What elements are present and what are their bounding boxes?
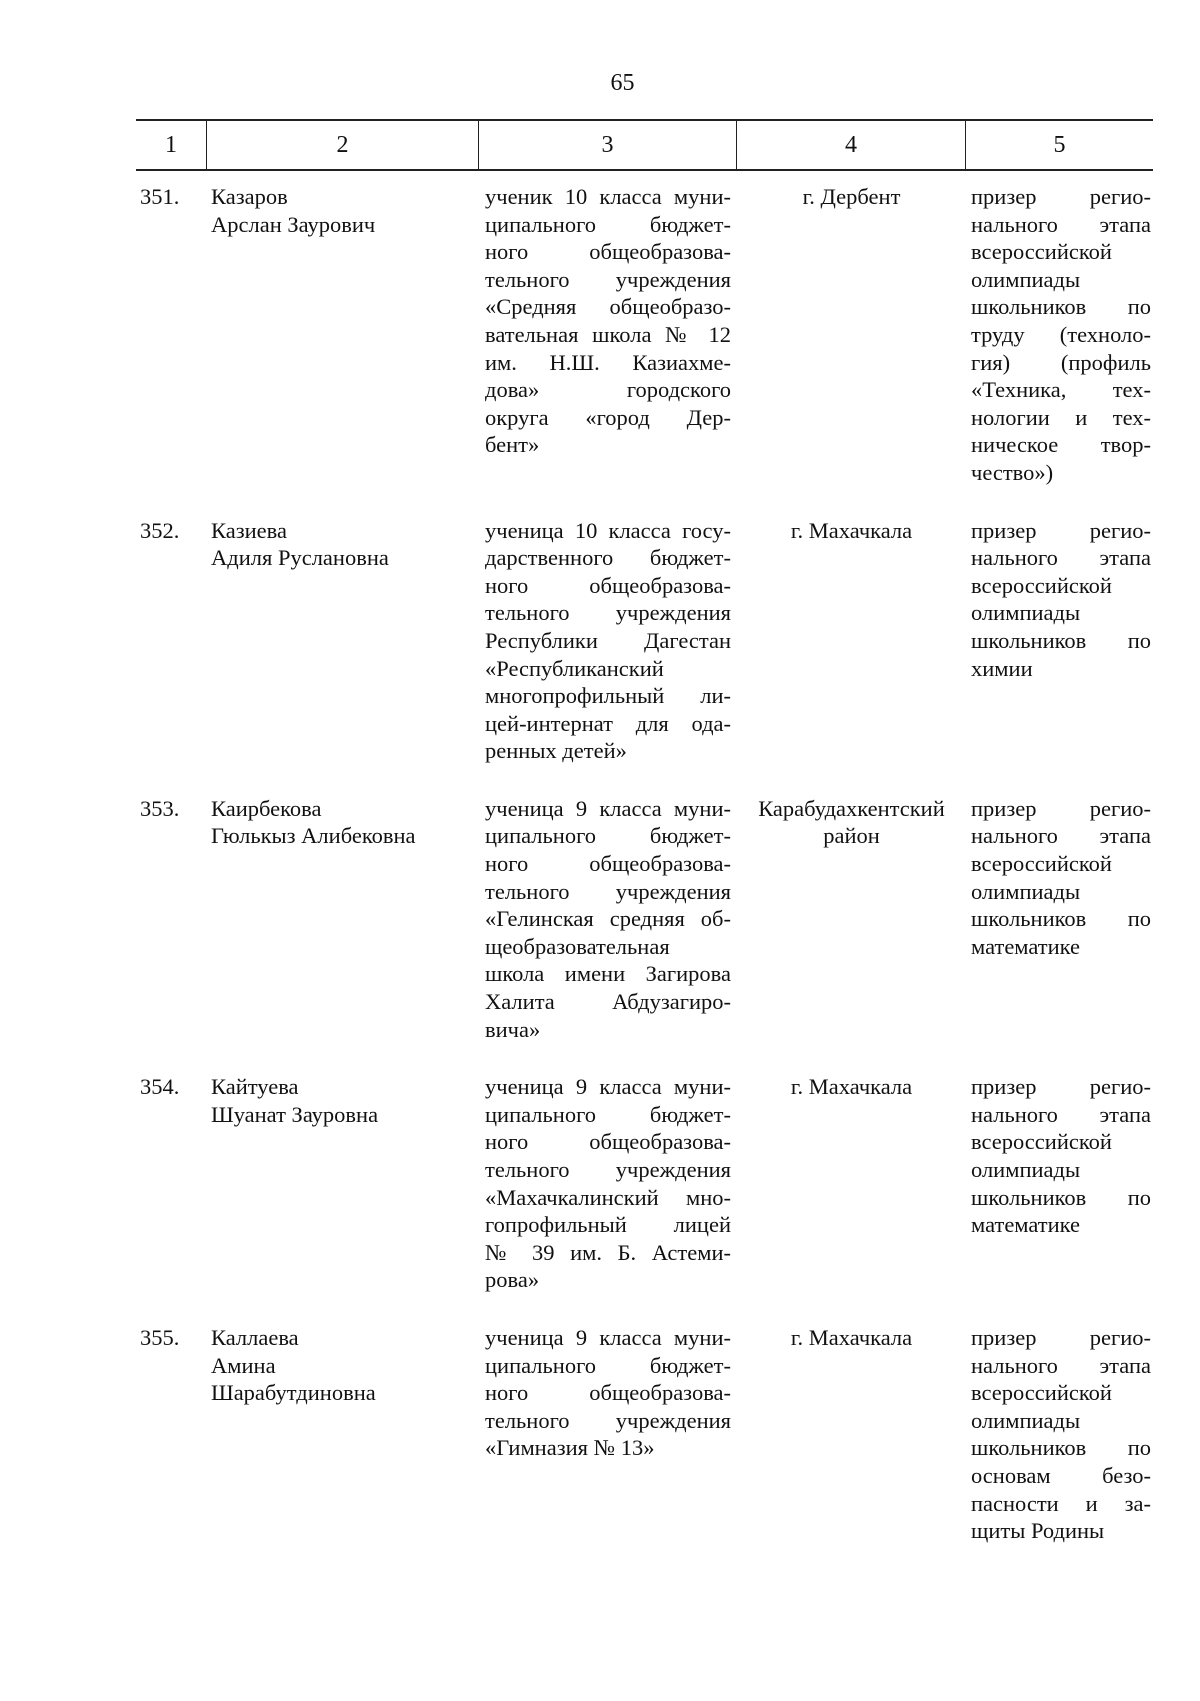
award-description-line: призер регио- <box>971 795 1151 821</box>
school-description-line: вича» <box>485 1016 541 1042</box>
award-description-line: всероссийской <box>971 851 1112 877</box>
column-header-1: 1 <box>136 121 207 169</box>
school-description-line: тельного учреждения <box>485 266 731 292</box>
school-description-line: «Средняя общеобразо- <box>485 294 731 320</box>
row-number: 354. <box>140 1074 180 1100</box>
row-number: 352. <box>140 517 180 543</box>
person-name-line: Каллаева <box>211 1324 299 1350</box>
school-description-line: дова» городского <box>485 377 731 403</box>
person-name-line: Адиля Руслановна <box>211 545 389 571</box>
award-description-line: школьников по <box>971 906 1151 932</box>
award-description-line: чество») <box>971 459 1054 485</box>
award-description-line: олимпиады <box>971 1407 1081 1433</box>
school-description-line: тельного учреждения <box>485 1157 731 1182</box>
person-name-line: Казаров <box>211 184 288 209</box>
table-row <box>136 1073 1153 1294</box>
award-description-line: нального этапа <box>971 545 1151 571</box>
person-name-line: Арслан Заурович <box>211 211 376 237</box>
school-description-line: Республики Дагестан <box>485 627 731 653</box>
award-description <box>966 183 1153 487</box>
locality-line: г. Махачкала <box>790 1074 913 1100</box>
school-description-line: дарственного бюджет- <box>485 545 731 571</box>
column-header-2: 2 <box>207 121 479 169</box>
row-number: 355. <box>140 1324 180 1350</box>
award-description-line: призер регио- <box>971 1074 1151 1100</box>
school-description-line: ученица 9 класса муни- <box>485 795 731 821</box>
person-name <box>207 1073 479 1294</box>
school-description-line: ципального бюджет- <box>485 1352 731 1378</box>
school-description-line: многопрофильный ли- <box>485 683 731 709</box>
person-name-line: Амина <box>211 1352 276 1378</box>
school-description-line: рова» <box>485 1267 540 1293</box>
award-description-line: призер регио- <box>971 517 1151 543</box>
row-number: 353. <box>140 795 180 821</box>
table-body <box>136 183 1153 1545</box>
award-description-line: ническое твор- <box>971 432 1151 458</box>
award-description-line: всероссийской <box>971 572 1112 598</box>
school-description <box>479 795 737 1043</box>
locality-line: г. Дербент <box>802 184 901 209</box>
school-description-line: ного общеобразова- <box>485 851 731 877</box>
award-description-line: призер регио- <box>971 1324 1151 1350</box>
school-description-line: «Республиканский <box>485 655 664 681</box>
person-name <box>207 795 479 1043</box>
award-description-line: школьников по <box>971 294 1151 320</box>
award-description-line: олимпиады <box>971 266 1081 292</box>
school-description-line: ного общеобразова- <box>485 1129 731 1155</box>
table-row <box>136 183 1153 487</box>
school-description-line: ципального бюджет- <box>485 211 731 237</box>
school-description-line: ного общеобразова- <box>485 1380 731 1406</box>
school-description-line: тельного учреждения <box>485 878 731 904</box>
school-description-line: вательная школа № 12 <box>485 321 731 347</box>
school-description <box>479 1324 737 1545</box>
award-description-line: математике <box>971 1212 1081 1238</box>
person-name <box>207 517 479 765</box>
award-description-line: «Техника, тех- <box>971 377 1151 403</box>
school-description-line: ученица 9 класса муни- <box>485 1324 731 1350</box>
school-description-line: ренных детей» <box>485 738 627 764</box>
school-description-line: «Гелинская средняя об- <box>485 906 731 932</box>
school-description-line: ученик 10 класса муни- <box>485 184 731 209</box>
locality-line: г. Махачкала <box>790 1324 913 1350</box>
award-description-line: труду (техноло- <box>971 321 1151 347</box>
school-description-line: ного общеобразова- <box>485 239 731 265</box>
award-description-line: пасности и за- <box>971 1490 1151 1516</box>
school-description-line: им. Н.Ш. Казиахме- <box>485 349 731 375</box>
person-name-line: Шуанат Зауровна <box>211 1101 379 1127</box>
person-name-line: Гюлькыз Алибековна <box>211 823 416 849</box>
table-row <box>136 795 1153 1043</box>
locality-line: г. Махачкала <box>790 517 913 543</box>
page-number: 65 <box>610 70 635 96</box>
award-description-line: нального этапа <box>971 211 1151 237</box>
school-description <box>479 1073 737 1294</box>
award-description-line: щиты Родины <box>971 1518 1105 1544</box>
locality <box>737 517 966 765</box>
school-description-line: ного общеобразова- <box>485 572 731 598</box>
award-description <box>966 1073 1153 1294</box>
school-description-line: ципального бюджет- <box>485 823 731 849</box>
award-description-line: школьников по <box>971 1184 1151 1210</box>
school-description-line: ципального бюджет- <box>485 1101 731 1127</box>
award-description-line: олимпиады <box>971 1157 1081 1182</box>
school-description-line: цей-интернат для ода- <box>485 710 731 736</box>
award-description-line: всероссийской <box>971 1129 1112 1155</box>
award-description-line: нального этапа <box>971 1352 1151 1378</box>
award-description-line: гия) (профиль <box>971 349 1151 375</box>
school-description-line: «Махачкалинский мно- <box>485 1184 731 1210</box>
school-description-line: округа «город Дер- <box>485 404 731 430</box>
locality <box>737 1073 966 1294</box>
award-description-line: нологии и тех- <box>971 404 1151 430</box>
locality <box>737 795 966 1043</box>
locality <box>737 183 966 487</box>
award-description <box>966 1324 1153 1545</box>
award-description-line: химии <box>971 655 1033 681</box>
school-description-line: ученица 10 класса госу- <box>485 517 731 543</box>
award-description-line: школьников по <box>971 1435 1151 1461</box>
school-description-line: № 39 им. Б. Астеми- <box>485 1239 731 1265</box>
table-row <box>136 517 1153 765</box>
school-description <box>479 183 737 487</box>
award-description-line: призер регио- <box>971 184 1151 209</box>
award-description <box>966 517 1153 765</box>
table-header <box>136 119 1153 171</box>
award-description-line: нального этапа <box>971 823 1151 849</box>
award-description-line: нального этапа <box>971 1101 1151 1127</box>
table-row <box>136 1324 1153 1545</box>
school-description-line: школа имени Загирова <box>485 961 731 987</box>
award-description-line: всероссийской <box>971 239 1112 265</box>
award-description-line: всероссийской <box>971 1380 1112 1406</box>
person-name-line: Каирбекова <box>211 795 322 821</box>
school-description-line: тельного учреждения <box>485 600 731 626</box>
locality-line: район <box>823 823 880 849</box>
award-description-line: математике <box>971 933 1081 959</box>
school-description-line: щеобразовательная <box>485 933 670 959</box>
locality-line: Карабудахкентский <box>758 795 945 821</box>
school-description-line: ученица 9 класса муни- <box>485 1074 731 1100</box>
award-description-line: основам безо- <box>971 1462 1151 1488</box>
column-header-4: 4 <box>737 121 966 169</box>
person-name-line: Казиева <box>211 517 287 543</box>
school-description-line: тельного учреждения <box>485 1407 731 1433</box>
award-description <box>966 795 1153 1043</box>
school-description-line: «Гимназия № 13» <box>485 1435 655 1461</box>
school-description-line: Халита Абдузагиро- <box>485 989 731 1015</box>
person-name <box>207 1324 479 1545</box>
person-name-line: Шарабутдиновна <box>211 1380 376 1406</box>
school-description <box>479 517 737 765</box>
school-description-line: гопрофильный лицей <box>485 1212 731 1238</box>
column-header-5: 5 <box>1053 131 1066 158</box>
person-name-line: Кайтуева <box>211 1074 299 1100</box>
column-header-3: 3 <box>479 121 737 169</box>
locality <box>737 1324 966 1545</box>
person-name <box>207 183 479 487</box>
award-description-line: олимпиады <box>971 878 1081 904</box>
school-description-line: бент» <box>485 432 540 458</box>
award-description-line: школьников по <box>971 627 1151 653</box>
award-description-line: олимпиады <box>971 600 1081 626</box>
row-number: 351. <box>140 184 180 209</box>
